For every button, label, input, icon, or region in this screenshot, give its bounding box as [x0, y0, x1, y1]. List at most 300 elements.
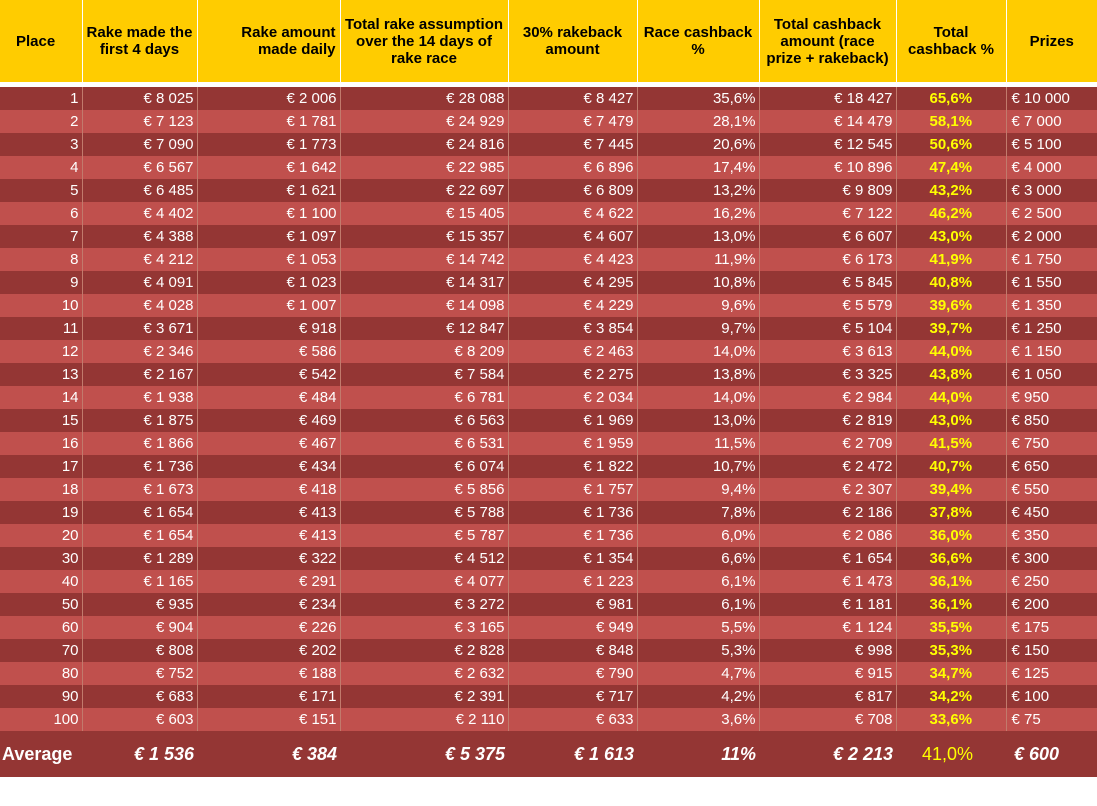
table-cell: € 817	[759, 685, 896, 708]
table-cell: € 1 124	[759, 616, 896, 639]
table-cell: € 2 275	[508, 363, 637, 386]
table-cell: € 6 485	[82, 179, 197, 202]
total-cashback-pct-cell: 35,5%	[896, 616, 1006, 639]
table-cell: € 1 673	[82, 478, 197, 501]
table-cell: € 1 621	[197, 179, 340, 202]
header-row	[0, 0, 1097, 82]
table-cell: € 22 985	[340, 156, 508, 179]
table-row	[0, 524, 1097, 547]
total-cashback-pct-cell: 43,0%	[896, 409, 1006, 432]
table-cell: € 4 388	[82, 225, 197, 248]
table-cell: € 9 809	[759, 179, 896, 202]
table-row	[0, 478, 1097, 501]
table-cell: € 1 875	[82, 409, 197, 432]
table-row	[0, 363, 1097, 386]
table-cell: € 5 856	[340, 478, 508, 501]
table-cell: € 467	[197, 432, 340, 455]
table-cell: 13,2%	[637, 179, 759, 202]
table-cell: 14,0%	[637, 386, 759, 409]
place-cell: 10	[0, 294, 82, 317]
table-cell: € 6 607	[759, 225, 896, 248]
table-row	[0, 432, 1097, 455]
table-cell: € 935	[82, 593, 197, 616]
place-cell: 2	[0, 110, 82, 133]
total-cashback-pct-cell: 37,8%	[896, 501, 1006, 524]
table-cell: € 6 567	[82, 156, 197, 179]
table-cell: € 4 077	[340, 570, 508, 593]
table-cell: € 6 074	[340, 455, 508, 478]
table-cell: € 4 607	[508, 225, 637, 248]
table-cell: € 15 405	[340, 202, 508, 225]
header-total-cashback-amount: Total cashback amount (race prize + rakeback)	[759, 0, 896, 82]
place-cell: 1	[0, 87, 82, 110]
table-cell: € 2 391	[340, 685, 508, 708]
table-cell: € 250	[1006, 570, 1097, 593]
table-cell: € 4 091	[82, 271, 197, 294]
table-cell: € 10 000	[1006, 87, 1097, 110]
table-cell: € 322	[197, 547, 340, 570]
table-cell: € 6 531	[340, 432, 508, 455]
table-cell: € 2 463	[508, 340, 637, 363]
table-cell: € 14 317	[340, 271, 508, 294]
table-cell: € 8 025	[82, 87, 197, 110]
place-cell: 5	[0, 179, 82, 202]
place-cell: 80	[0, 662, 82, 685]
table-cell: 6,6%	[637, 547, 759, 570]
table-cell: € 1 007	[197, 294, 340, 317]
table-cell: € 10 896	[759, 156, 896, 179]
table-cell: € 2 086	[759, 524, 896, 547]
table-cell: € 850	[1006, 409, 1097, 432]
table-cell: € 4 229	[508, 294, 637, 317]
table-cell: 28,1%	[637, 110, 759, 133]
table-cell: € 2 828	[340, 639, 508, 662]
table-row	[0, 547, 1097, 570]
average-cell: € 2 213	[759, 731, 896, 777]
table-cell: € 981	[508, 593, 637, 616]
total-cashback-pct-cell: 34,2%	[896, 685, 1006, 708]
table-cell: 10,8%	[637, 271, 759, 294]
table-cell: 6,0%	[637, 524, 759, 547]
table-cell: € 752	[82, 662, 197, 685]
table-cell: € 918	[197, 317, 340, 340]
table-cell: € 3 165	[340, 616, 508, 639]
table-cell: € 1 350	[1006, 294, 1097, 317]
table-row	[0, 271, 1097, 294]
place-cell: 60	[0, 616, 82, 639]
total-cashback-pct-cell: 39,7%	[896, 317, 1006, 340]
total-cashback-pct-cell: 34,7%	[896, 662, 1006, 685]
place-cell: 7	[0, 225, 82, 248]
table-cell: € 3 854	[508, 317, 637, 340]
table-cell: 9,4%	[637, 478, 759, 501]
table-cell: 17,4%	[637, 156, 759, 179]
table-cell: € 8 427	[508, 87, 637, 110]
place-cell: 70	[0, 639, 82, 662]
total-cashback-pct-cell: 35,3%	[896, 639, 1006, 662]
table-cell: € 1 181	[759, 593, 896, 616]
table-cell: € 5 579	[759, 294, 896, 317]
table-cell: € 1 969	[508, 409, 637, 432]
average-row	[0, 731, 1097, 777]
table-cell: € 1 289	[82, 547, 197, 570]
table-row	[0, 340, 1097, 363]
table-cell: € 6 896	[508, 156, 637, 179]
total-cashback-pct-cell: 41,5%	[896, 432, 1006, 455]
header-rake-daily: Rake amount made daily	[197, 0, 340, 82]
table-cell: 11,9%	[637, 248, 759, 271]
total-cashback-pct-cell: 40,7%	[896, 455, 1006, 478]
table-cell: € 5 845	[759, 271, 896, 294]
header-prizes: Prizes	[1006, 0, 1097, 82]
total-cashback-pct-cell: 41,9%	[896, 248, 1006, 271]
table-cell: 13,8%	[637, 363, 759, 386]
table-cell: € 1 773	[197, 133, 340, 156]
average-prize: € 600	[1006, 731, 1097, 777]
total-cashback-pct-cell: 46,2%	[896, 202, 1006, 225]
table-cell: € 708	[759, 708, 896, 731]
table-cell: € 413	[197, 524, 340, 547]
table-row	[0, 708, 1097, 731]
table-row	[0, 685, 1097, 708]
table-cell: € 542	[197, 363, 340, 386]
table-cell: € 1 050	[1006, 363, 1097, 386]
table-cell: € 4 295	[508, 271, 637, 294]
place-cell: 8	[0, 248, 82, 271]
header-rakeback-amount: 30% rakeback amount	[508, 0, 637, 82]
table-cell: € 4 423	[508, 248, 637, 271]
total-cashback-pct-cell: 43,8%	[896, 363, 1006, 386]
table-cell: € 1 654	[82, 501, 197, 524]
table-row	[0, 593, 1097, 616]
table-row	[0, 133, 1097, 156]
table-cell: € 1 736	[82, 455, 197, 478]
table-cell: € 1 959	[508, 432, 637, 455]
table-cell: € 1 781	[197, 110, 340, 133]
header-total-cashback-pct: Total cashback %	[896, 0, 1006, 82]
total-cashback-pct-cell: 33,6%	[896, 708, 1006, 731]
table-row	[0, 386, 1097, 409]
table-cell: € 1 473	[759, 570, 896, 593]
table-cell: 5,3%	[637, 639, 759, 662]
table-cell: € 3 000	[1006, 179, 1097, 202]
place-cell: 40	[0, 570, 82, 593]
table-cell: € 2 006	[197, 87, 340, 110]
table-row	[0, 179, 1097, 202]
place-cell: 20	[0, 524, 82, 547]
place-cell: 17	[0, 455, 82, 478]
table-cell: € 234	[197, 593, 340, 616]
table-cell: € 1 165	[82, 570, 197, 593]
table-cell: € 4 028	[82, 294, 197, 317]
place-cell: 30	[0, 547, 82, 570]
table-cell: € 3 671	[82, 317, 197, 340]
table-cell: € 3 272	[340, 593, 508, 616]
table-cell: € 450	[1006, 501, 1097, 524]
table-cell: € 1 100	[197, 202, 340, 225]
table-cell: € 188	[197, 662, 340, 685]
table-cell: 9,7%	[637, 317, 759, 340]
table-row	[0, 294, 1097, 317]
average-cell: € 1 536	[82, 731, 197, 777]
table-cell: € 790	[508, 662, 637, 685]
average-label: Average	[0, 731, 82, 777]
table-cell: € 1 642	[197, 156, 340, 179]
total-cashback-pct-cell: 47,4%	[896, 156, 1006, 179]
table-row	[0, 317, 1097, 340]
table-cell: € 15 357	[340, 225, 508, 248]
table-cell: € 24 816	[340, 133, 508, 156]
table-cell: € 4 402	[82, 202, 197, 225]
total-cashback-pct-cell: 36,1%	[896, 570, 1006, 593]
table-row	[0, 225, 1097, 248]
table-cell: € 2 632	[340, 662, 508, 685]
table-cell: € 1 250	[1006, 317, 1097, 340]
table-cell: € 7 122	[759, 202, 896, 225]
table-row	[0, 639, 1097, 662]
total-cashback-pct-cell: 39,4%	[896, 478, 1006, 501]
table-cell: € 300	[1006, 547, 1097, 570]
table-cell: € 1 150	[1006, 340, 1097, 363]
table-cell: € 4 212	[82, 248, 197, 271]
table-cell: € 100	[1006, 685, 1097, 708]
place-cell: 13	[0, 363, 82, 386]
table-row	[0, 501, 1097, 524]
place-cell: 6	[0, 202, 82, 225]
table-cell: 9,6%	[637, 294, 759, 317]
table-row	[0, 248, 1097, 271]
table-row	[0, 87, 1097, 110]
table-cell: € 848	[508, 639, 637, 662]
table-cell: 13,0%	[637, 409, 759, 432]
table-cell: € 1 354	[508, 547, 637, 570]
table-cell: 20,6%	[637, 133, 759, 156]
table-cell: € 1 938	[82, 386, 197, 409]
header-place: Place	[0, 0, 82, 82]
table-cell: € 12 545	[759, 133, 896, 156]
table-cell: 6,1%	[637, 570, 759, 593]
table-cell: € 418	[197, 478, 340, 501]
table-cell: 6,1%	[637, 593, 759, 616]
table-cell: € 717	[508, 685, 637, 708]
total-cashback-pct-cell: 58,1%	[896, 110, 1006, 133]
total-cashback-pct-cell: 39,6%	[896, 294, 1006, 317]
total-cashback-pct-cell: 44,0%	[896, 340, 1006, 363]
table-cell: € 1 736	[508, 524, 637, 547]
table-cell: € 5 788	[340, 501, 508, 524]
table-cell: € 7 584	[340, 363, 508, 386]
table-cell: € 1 757	[508, 478, 637, 501]
place-cell: 3	[0, 133, 82, 156]
table-cell: 35,6%	[637, 87, 759, 110]
total-cashback-pct-cell: 65,6%	[896, 87, 1006, 110]
table-row	[0, 156, 1097, 179]
table-cell: 10,7%	[637, 455, 759, 478]
table-cell: € 4 512	[340, 547, 508, 570]
table-cell: € 2 186	[759, 501, 896, 524]
table-cell: € 202	[197, 639, 340, 662]
table-cell: € 683	[82, 685, 197, 708]
place-cell: 14	[0, 386, 82, 409]
table-cell: € 1 822	[508, 455, 637, 478]
table-cell: 11,5%	[637, 432, 759, 455]
table-cell: € 200	[1006, 593, 1097, 616]
table-cell: € 171	[197, 685, 340, 708]
place-cell: 16	[0, 432, 82, 455]
table-row	[0, 616, 1097, 639]
total-cashback-pct-cell: 43,0%	[896, 225, 1006, 248]
table-cell: € 226	[197, 616, 340, 639]
place-cell: 11	[0, 317, 82, 340]
table-row	[0, 570, 1097, 593]
table-cell: € 2 984	[759, 386, 896, 409]
total-cashback-pct-cell: 36,6%	[896, 547, 1006, 570]
average-cell: € 384	[197, 731, 340, 777]
table-cell: € 6 173	[759, 248, 896, 271]
table-row	[0, 409, 1097, 432]
table-cell: € 603	[82, 708, 197, 731]
header-race-cashback-pct: Race cashback %	[637, 0, 759, 82]
table-cell: € 1 550	[1006, 271, 1097, 294]
table-cell: € 1 866	[82, 432, 197, 455]
place-cell: 9	[0, 271, 82, 294]
table-cell: € 22 697	[340, 179, 508, 202]
table-cell: € 175	[1006, 616, 1097, 639]
total-cashback-pct-cell: 44,0%	[896, 386, 1006, 409]
table-cell: € 950	[1006, 386, 1097, 409]
header-rake-first-4-days: Rake made the first 4 days	[82, 0, 197, 82]
table-cell: € 586	[197, 340, 340, 363]
table-cell: € 1 097	[197, 225, 340, 248]
table-row	[0, 455, 1097, 478]
table-cell: € 5 100	[1006, 133, 1097, 156]
place-cell: 12	[0, 340, 82, 363]
table-cell: € 125	[1006, 662, 1097, 685]
table-cell: 7,8%	[637, 501, 759, 524]
place-cell: 100	[0, 708, 82, 731]
header-total-rake: Total rake assumption over the 14 days of rake race	[340, 0, 508, 82]
table-cell: € 750	[1006, 432, 1097, 455]
table-cell: € 650	[1006, 455, 1097, 478]
total-cashback-pct-cell: 36,1%	[896, 593, 1006, 616]
table-cell: € 6 809	[508, 179, 637, 202]
table-cell: 16,2%	[637, 202, 759, 225]
table-cell: € 2 709	[759, 432, 896, 455]
table-cell: € 1 750	[1006, 248, 1097, 271]
table-cell: € 1 736	[508, 501, 637, 524]
table-cell: € 6 781	[340, 386, 508, 409]
table-cell: € 6 563	[340, 409, 508, 432]
table-cell: € 484	[197, 386, 340, 409]
average-total-cashback-pct: 41,0%	[896, 731, 1006, 777]
table-cell: 4,2%	[637, 685, 759, 708]
table-cell: € 2 819	[759, 409, 896, 432]
table-cell: € 2 110	[340, 708, 508, 731]
table-row	[0, 110, 1097, 133]
place-cell: 18	[0, 478, 82, 501]
place-cell: 4	[0, 156, 82, 179]
table-cell: € 633	[508, 708, 637, 731]
table-cell: € 151	[197, 708, 340, 731]
total-cashback-pct-cell: 43,2%	[896, 179, 1006, 202]
table-cell: € 998	[759, 639, 896, 662]
table-cell: € 434	[197, 455, 340, 478]
table-cell: € 7 445	[508, 133, 637, 156]
table-cell: 4,7%	[637, 662, 759, 685]
table-cell: € 915	[759, 662, 896, 685]
table-cell: € 350	[1006, 524, 1097, 547]
table-row	[0, 202, 1097, 225]
total-cashback-pct-cell: 40,8%	[896, 271, 1006, 294]
table-cell: € 1 023	[197, 271, 340, 294]
table-cell: 3,6%	[637, 708, 759, 731]
total-cashback-pct-cell: 50,6%	[896, 133, 1006, 156]
place-cell: 15	[0, 409, 82, 432]
table-cell: € 949	[508, 616, 637, 639]
table-cell: € 1 654	[82, 524, 197, 547]
table-cell: € 18 427	[759, 87, 896, 110]
table-row	[0, 662, 1097, 685]
table-cell: € 2 000	[1006, 225, 1097, 248]
table-cell: € 7 090	[82, 133, 197, 156]
table-cell: € 28 088	[340, 87, 508, 110]
table-cell: € 2 167	[82, 363, 197, 386]
table-cell: € 8 209	[340, 340, 508, 363]
table-cell: € 2 500	[1006, 202, 1097, 225]
table-cell: € 14 479	[759, 110, 896, 133]
table-cell: € 1 053	[197, 248, 340, 271]
table-cell: € 5 787	[340, 524, 508, 547]
table-cell: € 24 929	[340, 110, 508, 133]
table-cell: € 7 000	[1006, 110, 1097, 133]
table-cell: € 7 479	[508, 110, 637, 133]
table-cell: € 413	[197, 501, 340, 524]
table-cell: € 1 223	[508, 570, 637, 593]
table-cell: € 1 654	[759, 547, 896, 570]
table-cell: € 7 123	[82, 110, 197, 133]
table-cell: € 3 613	[759, 340, 896, 363]
table-cell: € 550	[1006, 478, 1097, 501]
table-cell: € 3 325	[759, 363, 896, 386]
table-cell: € 4 000	[1006, 156, 1097, 179]
average-cell: € 1 613	[508, 731, 637, 777]
table-cell: € 808	[82, 639, 197, 662]
table-cell: € 4 622	[508, 202, 637, 225]
table-cell: € 12 847	[340, 317, 508, 340]
average-cell: € 5 375	[340, 731, 508, 777]
table-cell: € 291	[197, 570, 340, 593]
table-cell: € 14 098	[340, 294, 508, 317]
place-cell: 19	[0, 501, 82, 524]
table-cell: € 2 346	[82, 340, 197, 363]
table-cell: 13,0%	[637, 225, 759, 248]
place-cell: 90	[0, 685, 82, 708]
table-cell: € 2 034	[508, 386, 637, 409]
table-cell: € 2 307	[759, 478, 896, 501]
table-cell: € 904	[82, 616, 197, 639]
place-cell: 50	[0, 593, 82, 616]
table-cell: € 75	[1006, 708, 1097, 731]
total-cashback-pct-cell: 36,0%	[896, 524, 1006, 547]
table-cell: € 2 472	[759, 455, 896, 478]
table-cell: € 14 742	[340, 248, 508, 271]
table-cell: € 5 104	[759, 317, 896, 340]
average-cell: 11%	[637, 731, 759, 777]
table-cell: € 469	[197, 409, 340, 432]
table-cell: 14,0%	[637, 340, 759, 363]
table-body	[0, 82, 1097, 731]
table-cell: 5,5%	[637, 616, 759, 639]
